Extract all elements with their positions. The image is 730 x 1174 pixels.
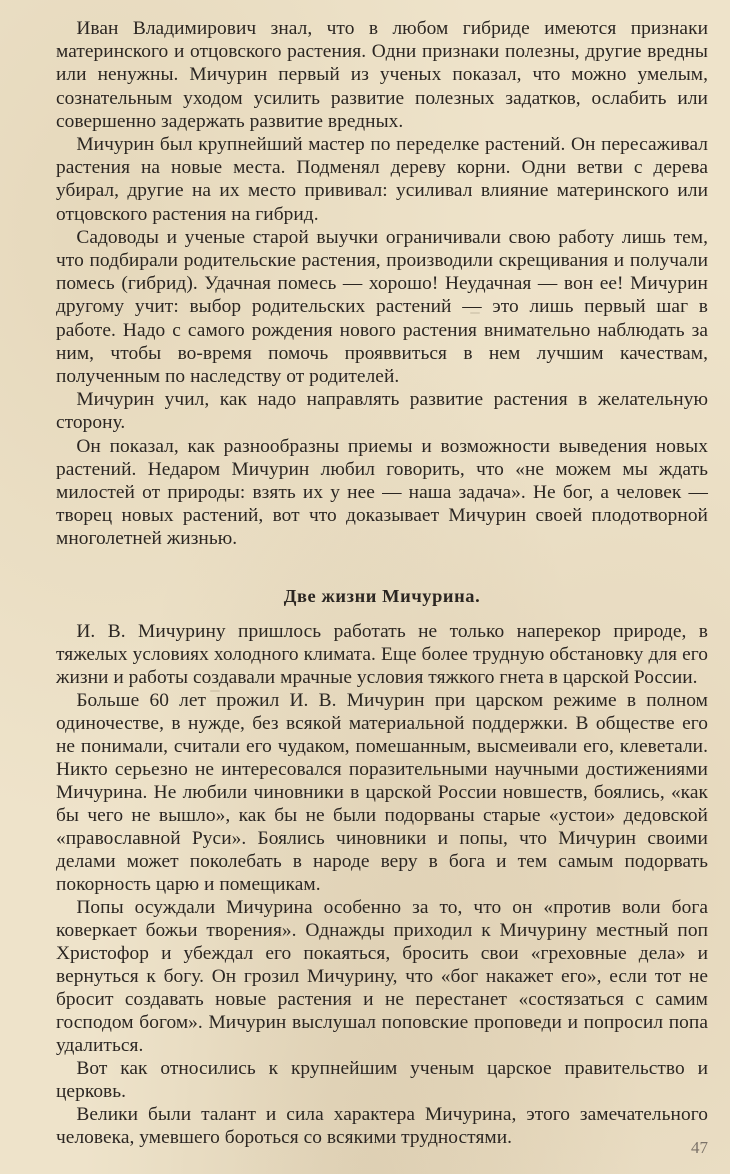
page-number: 47 — [691, 1138, 708, 1157]
paragraph: Вот как относились к крупнейшим ученым царское правительство и церковь. — [56, 1057, 708, 1102]
paragraph: Он показал, как разнообразны приемы и возможности выведения новых растений. Недаром Мичурин любил говорить, что «не можем мы ждать милостей от природы: взять их у нее — наша задача». Не бог, а человек — творец новых растений, вот что доказывает Мичурин своей плодотворной многолетней жизнью. — [56, 435, 708, 550]
paragraph: Велики были талант и сила характера Мичурина, этого замечательного человека, умевшего бороться со всякими трудностями. — [56, 1103, 708, 1148]
paragraph: Мичурин был крупнейший мастер по переделке растений. Он пересаживал растения на новые места. Подменял дереву корни. Одни ветви с дерева убирал, другие на их место прививал: усиливал влияние материнского или отцовского растения на гибрид. — [56, 134, 708, 225]
paragraph: Садоводы и ученые старой выучки ограничивали свою работу лишь тем, что подбирали родительские растения, производили скрещивания и получали помесь (гибрид). Удачная помесь — хорошо! Неудачная — вон ее! Мичурин другому учит: выбор родительских растений — это лишь первый шаг в работе. Надо с самого рождения нового растения внимательно наблюдать за ним, чтобы во-время помочь прояввиться в нем лучшим качествам, полученным по наследству от родителей. — [56, 226, 708, 388]
section-hybrid-methods — [56, 17, 708, 551]
paragraph: И. В. Мичурину пришлось работать не только наперекор природе, в тяжелых условиях холодного климата. Еще более трудную обстановку для его жизни и работы создавали мрачные условия тяжкого гнета в царской России. — [56, 620, 708, 688]
section-heading: Две жизни Мичурина. — [283, 585, 481, 606]
paragraph: Иван Владимирович знал, что в любом гибриде имеются признаки материнского и отцовского растения. Одни признаки полезны, другие вредны или ненужны. Мичурин первый из ученых показал, что можно умелым, сознательным уходом усилить развитие полезных задатков, ослабить или совершенно задержать развитие вредных. — [56, 18, 708, 132]
section-two-lives — [56, 620, 708, 1149]
text-column — [56, 17, 708, 1149]
paragraph: Попы осуждали Мичурина особенно за то, что он «против воли бога коверкает божьи творения». Однажды приходил к Мичурину местный поп Христофор и убеждал его покаяться, бросить свои «греховные дела» и вернуться к богу. Он грозил Мичурину, что «бог накажет его», если тот не бросит создавать новые растения и не перестанет «состязаться с самим господом богом». Мичурин выслушал поповские проповеди и попросил попа удалиться. — [56, 896, 708, 1056]
paragraph: Мичурин учил, как надо направлять развитие растения в желательную сторону. — [56, 389, 708, 434]
paragraph: Больше 60 лет прожил И. В. Мичурин при царском режиме в полном одиночестве, в нужде, без всякой материальной поддержки. В обществе его не понимали, считали его чудаком, помешанным, высмеивали его, клеветали. Никто серьезно не интересовался поразительными научными достижениями Мичурина. Не любили чиновники в царской России новшеств, боялись, «как бы чего не вышло», как бы не были подорваны старые «устои» дедовской «православной Руси». Боялись чиновники и попы, что Мичурин своими делами может поколебать в народе веру в бога и тем самым подорвать покорность царю и помещикам. — [56, 689, 708, 895]
